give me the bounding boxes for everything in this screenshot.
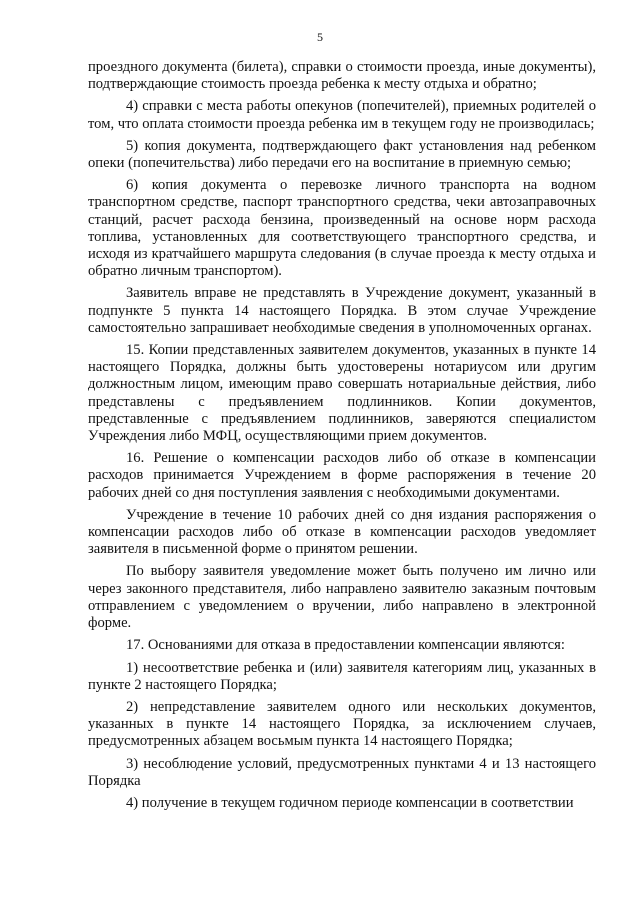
paragraph: 6) копия документа о перевозке личного транспорта на водном транспортном средстве, паспорт транспортного средства, чеки автозаправочных станций, расчет расхода бензина, произведенный на основе норм расхода топлива, установленных для соответствующего транспортного средства, и исходя из кратчайшего маршрута следования (в случае проезда к месту отдыха и обратно личным транспортом).: [88, 177, 596, 280]
paragraph: 17. Основаниями для отказа в предоставлении компенсации являются:: [126, 637, 565, 654]
document-body: [88, 59, 596, 817]
page-number: 5: [317, 30, 323, 44]
paragraph: Учреждение в течение 10 рабочих дней со дня издания распоряжения о компенсации расходов либо об отказе в компенсации расходов уведомляет заявителя в письменной форме о принятом решении.: [88, 506, 596, 558]
paragraph: По выбору заявителя уведомление может быть получено им лично или через законного представителя, либо направлено заявителю заказным почтовым отправлением с уведомлением о вручении, либо направлено в электронной форме.: [88, 563, 596, 632]
paragraph: проездного документа (билета), справки о стоимости проезда, иные документы), подтверждающие стоимость проезда ребенка к месту отдыха и обратно;: [88, 59, 596, 93]
paragraph: 5) копия документа, подтверждающего факт установления над ребенком опеки (попечительства) либо передачи его на воспитание в приемную семью;: [88, 137, 596, 172]
paragraph: 15. Копии представленных заявителем документов, указанных в пункте 14 настоящего Порядка, должны быть удостоверены нотариусом или другим должностным лицом, имеющим право совершать нотариальные действия, либо представлены с предъявлением подлинников. Копии документов, представленные с предъявлением подлинников, заверяются специалистом Учреждения либо МФЦ, осуществляющими прием документов.: [88, 342, 596, 445]
paragraph: 3) несоблюдение условий, предусмотренных пунктами 4 и 13 настоящего Порядка: [88, 755, 596, 789]
paragraph: 2) непредставление заявителем одного или нескольких документов, указанных в пункте 14 настоящего Порядка, за исключением случаев, предусмотренных абзацем восьмым пункта 14 настоящего Порядка;: [88, 698, 596, 750]
paragraph: 1) несоответствие ребенка и (или) заявителя категориям лиц, указанных в пункте 2 настоящего Порядка;: [88, 659, 596, 693]
paragraph: 4) получение в текущем годичном периоде компенсации в соответствии: [126, 794, 574, 811]
paragraph: 4) справки с места работы опекунов (попечителей), приемных родителей о том, что оплата стоимости проезда ребенка им в текущем году не производилась;: [88, 98, 596, 132]
paragraph: 16. Решение о компенсации расходов либо об отказе в компенсации расходов принимается Учреждением в форме распоряжения в течение 20 рабочих дней со дня поступления заявления с необходимыми документами.: [88, 450, 596, 501]
paragraph: Заявитель вправе не представлять в Учреждение документ, указанный в подпункте 5 пункта 14 настоящего Порядка. В этом случае Учреждение самостоятельно запрашивает необходимые сведения в уполномоченных органах.: [88, 285, 596, 336]
